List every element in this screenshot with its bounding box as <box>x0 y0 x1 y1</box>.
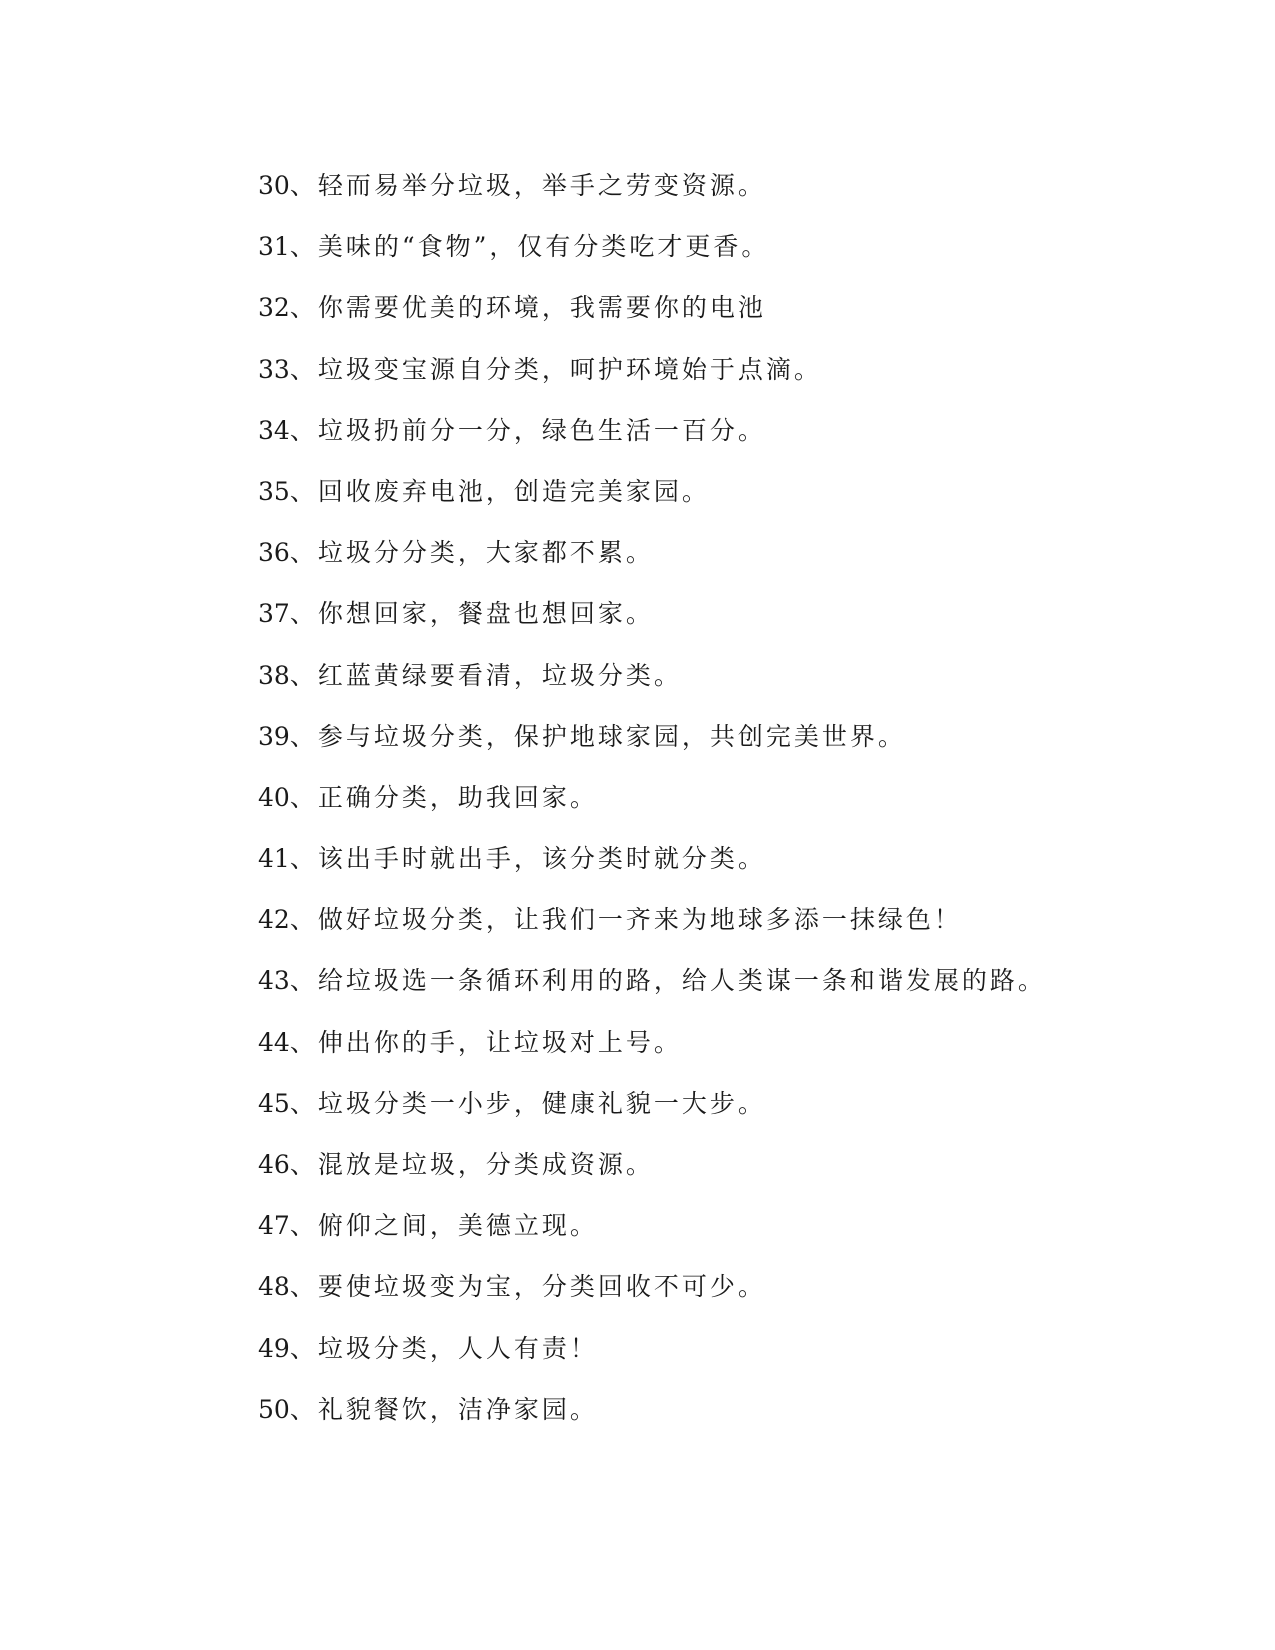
item-number: 48 <box>258 1272 290 1302</box>
list-item <box>258 348 1158 409</box>
item-number: 38 <box>258 660 290 690</box>
list-item <box>258 1082 1158 1143</box>
item-number: 43 <box>258 966 290 996</box>
item-separator: 、 <box>289 1027 318 1057</box>
item-separator: 、 <box>289 354 318 384</box>
item-number: 41 <box>258 844 290 874</box>
item-separator: 、 <box>289 844 318 874</box>
item-text: 正确分类，助我回家。 <box>317 782 598 812</box>
item-text: 参与垃圾分类，保护地球家园，共创完美世界。 <box>317 721 906 751</box>
item-text: 垃圾变宝源自分类，呵护环境始于点滴。 <box>317 354 822 384</box>
item-text: 红蓝黄绿要看清，垃圾分类。 <box>317 660 682 690</box>
list-item <box>258 592 1158 653</box>
item-text: 垃圾分类，人人有责！ <box>317 1333 598 1363</box>
slogan-list <box>258 164 1158 1449</box>
item-number: 39 <box>258 721 290 751</box>
item-number: 40 <box>258 782 290 812</box>
list-item <box>258 1143 1158 1204</box>
item-separator: 、 <box>289 660 318 690</box>
item-text: 混放是垃圾，分类成资源。 <box>317 1150 654 1179</box>
item-separator: 、 <box>289 171 318 200</box>
list-item <box>258 1204 1158 1265</box>
item-separator: 、 <box>289 232 318 262</box>
list-item <box>258 531 1158 592</box>
item-number: 47 <box>258 1211 290 1241</box>
item-text: 垃圾分分类，大家都不累。 <box>317 538 654 568</box>
item-text: 垃圾分类一小步，健康礼貌一大步。 <box>317 1088 766 1118</box>
item-number: 37 <box>258 599 290 629</box>
item-number: 30 <box>258 171 290 200</box>
item-text: 礼貌餐饮，洁净家园。 <box>317 1394 598 1424</box>
item-text: 你需要优美的环境，我需要你的电池 <box>317 293 766 323</box>
list-item <box>258 470 1158 531</box>
list-item <box>258 1327 1158 1388</box>
item-text: 轻而易举分垃圾，举手之劳变资源。 <box>317 171 766 200</box>
list-item <box>258 225 1158 286</box>
item-separator: 、 <box>289 476 318 506</box>
item-separator: 、 <box>289 599 318 629</box>
list-item <box>258 898 1158 959</box>
item-separator: 、 <box>289 1333 318 1363</box>
item-text: 给垃圾选一条循环利用的路，给人类谋一条和谐发展的路。 <box>317 966 1046 996</box>
list-item <box>258 1265 1158 1326</box>
list-item <box>258 1388 1158 1449</box>
item-number: 44 <box>258 1027 290 1057</box>
list-item <box>258 654 1158 715</box>
item-number: 35 <box>258 476 290 506</box>
list-item <box>258 837 1158 898</box>
list-item <box>258 286 1158 347</box>
item-number: 46 <box>258 1150 290 1179</box>
item-text: 要使垃圾变为宝，分类回收不可少。 <box>317 1272 766 1302</box>
item-number: 49 <box>258 1333 290 1363</box>
item-separator: 、 <box>289 721 318 751</box>
item-number: 31 <box>258 232 290 262</box>
item-separator: 、 <box>289 1394 318 1424</box>
item-separator: 、 <box>289 1088 318 1118</box>
item-number: 50 <box>258 1394 290 1424</box>
item-separator: 、 <box>289 293 318 323</box>
item-text: 该出手时就出手，该分类时就分类。 <box>317 844 766 874</box>
item-text: 你想回家，餐盘也想回家。 <box>317 599 654 629</box>
item-number: 36 <box>258 538 290 568</box>
item-number: 45 <box>258 1088 290 1118</box>
list-item <box>258 776 1158 837</box>
item-text: 回收废弃电池，创造完美家园。 <box>317 476 710 506</box>
list-item <box>258 959 1158 1020</box>
list-item <box>258 164 1158 225</box>
item-text: 美味的“食物”，仅有分类吃才更香。 <box>317 232 770 262</box>
item-separator: 、 <box>289 782 318 812</box>
item-number: 34 <box>258 415 290 445</box>
item-number: 32 <box>258 293 290 323</box>
item-text: 俯仰之间，美德立现。 <box>317 1211 598 1241</box>
item-number: 33 <box>258 354 290 384</box>
item-separator: 、 <box>289 966 318 996</box>
item-separator: 、 <box>289 1211 318 1241</box>
item-separator: 、 <box>289 1272 318 1302</box>
list-item <box>258 409 1158 470</box>
item-text: 伸出你的手，让垃圾对上号。 <box>317 1027 682 1057</box>
list-item <box>258 1021 1158 1082</box>
item-text: 做好垃圾分类，让我们一齐来为地球多添一抹绿色！ <box>317 905 962 935</box>
item-separator: 、 <box>289 538 318 568</box>
item-number: 42 <box>258 905 290 935</box>
item-separator: 、 <box>289 905 318 935</box>
list-item <box>258 715 1158 776</box>
item-separator: 、 <box>289 1150 318 1179</box>
item-text: 垃圾扔前分一分，绿色生活一百分。 <box>317 415 766 445</box>
item-separator: 、 <box>289 415 318 445</box>
